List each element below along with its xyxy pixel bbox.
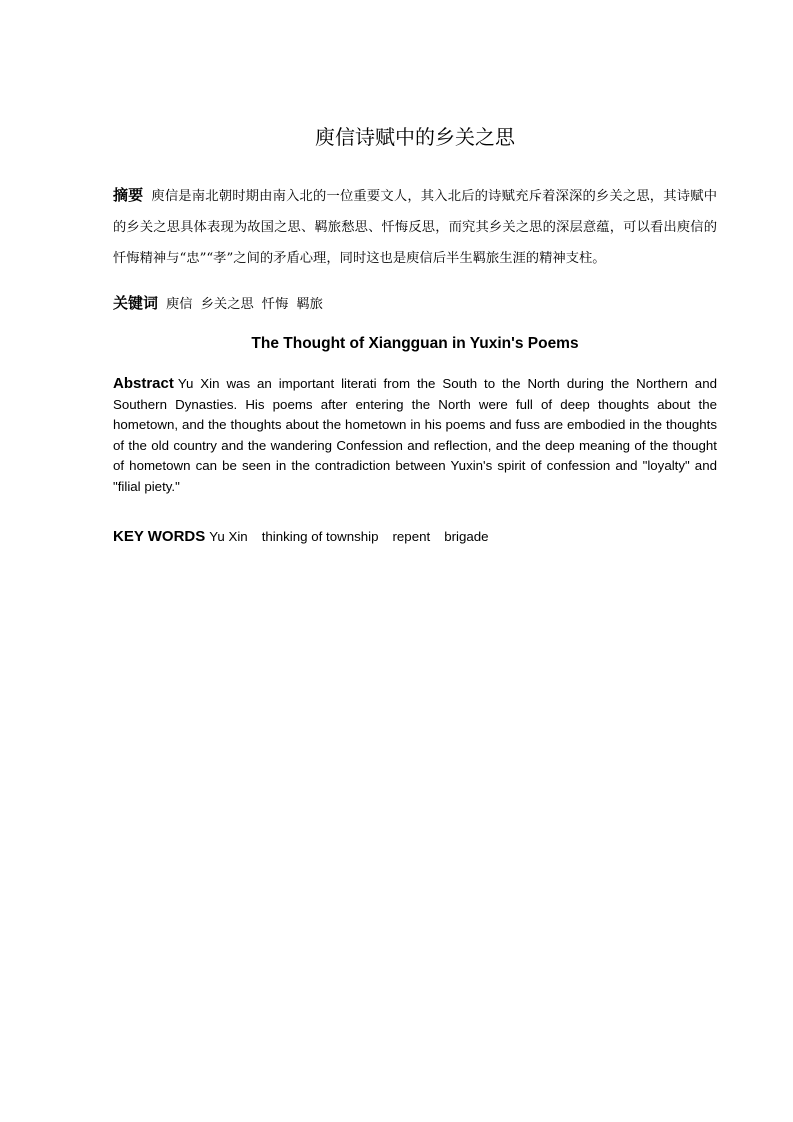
chinese-keyword: 忏悔 bbox=[261, 297, 289, 312]
chinese-keyword: 乡关之思 bbox=[200, 297, 254, 312]
chinese-abstract-text: 庾信是南北朝时期由南入北的一位重要文人，其入北后的诗赋充斥着深深的乡关之思，其诗赋中的乡关之思具体表现为故国之思、羁旅愁思、忏悔反思，而究其乡关之思的深层意蕴，可以看出庾信的忏悔精神与“忠”“孝”之间的矛盾心理，同时这也是庾信后半生羁旅生涯的精神支柱。 bbox=[113, 189, 717, 266]
english-abstract bbox=[113, 374, 717, 498]
chinese-keywords bbox=[113, 290, 717, 318]
chinese-keyword: 庾信 bbox=[166, 297, 193, 312]
english-keywords bbox=[113, 525, 717, 549]
english-keyword: thinking of township bbox=[261, 529, 379, 544]
english-keyword: brigade bbox=[444, 529, 489, 544]
english-keyword: repent bbox=[392, 529, 431, 544]
chinese-abstract-label: 摘要 bbox=[113, 186, 144, 204]
english-title: The Thought of Xiangguan in Yuxin's Poems bbox=[251, 335, 579, 352]
english-abstract-text: Yu Xin was an important literati from the South to the North during the Northern and Southern Dynasties. His poems after entering the North were full of deep thoughts about the hometown, and the thoughts about the hometown in his poems and fuss are embodied in the thoughts of the old country and the wandering Confession and reflection, and the deep meaning of the thought of hometown can be seen in the contradiction between Yuxin's spirit of confession and "loyalty" and "filial piety." bbox=[113, 376, 717, 494]
chinese-abstract bbox=[113, 180, 717, 274]
english-keywords-label: KEY WORDS bbox=[113, 528, 206, 545]
english-keyword: Yu Xin bbox=[209, 529, 248, 544]
chinese-keywords-label: 关键词 bbox=[113, 294, 159, 312]
chinese-keyword: 羁旅 bbox=[296, 297, 323, 312]
english-abstract-label: Abstract bbox=[113, 375, 174, 392]
chinese-title: 庾信诗赋中的乡关之思 bbox=[315, 125, 515, 149]
